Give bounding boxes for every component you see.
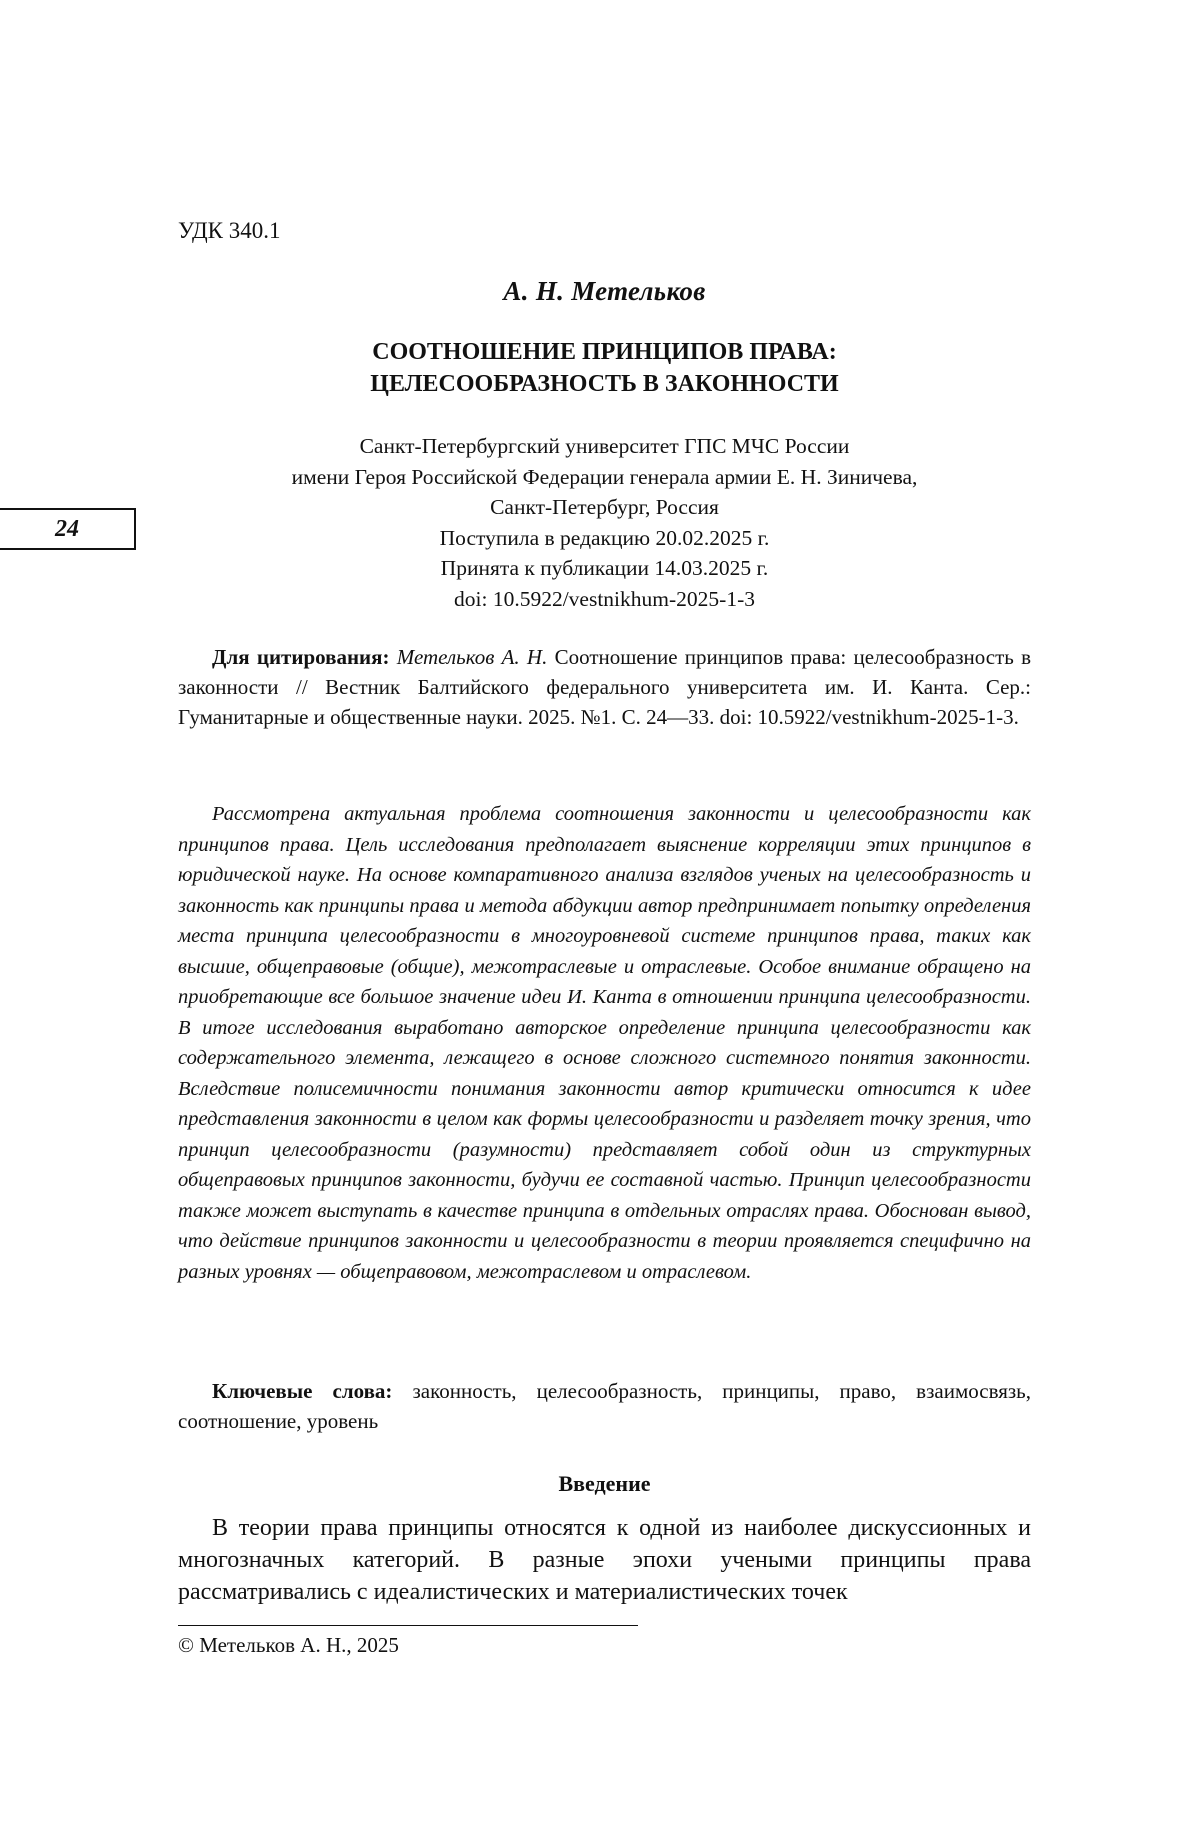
page-number-box xyxy=(0,508,136,550)
citation-author: Метельков А. Н. xyxy=(396,645,548,669)
affiliation-line-2: имени Героя Российской Федерации генерала армии Е. Н. Зиничева, xyxy=(291,464,918,489)
article-title-line-2: ЦЕЛЕСООБРАЗНОСТЬ В ЗАКОННОСТИ xyxy=(370,371,839,397)
affiliation-line-1: Санкт-Петербургский университет ГПС МЧС России xyxy=(359,434,850,458)
affiliation-line-3: Санкт-Петербург, Россия xyxy=(490,495,719,519)
article-doi: doi: 10.5922/vestnikhum-2025-1-3 xyxy=(454,586,755,611)
copyright-footnote: © Метельков А. Н., 2025 xyxy=(178,1633,399,1657)
keywords-text: законность, целесообразность, принципы, право, взаимосвязь, соотношение, уровень xyxy=(178,1379,1031,1433)
keywords-label: Ключевые слова: xyxy=(212,1379,393,1403)
udk-code: УДК 340.1 xyxy=(178,218,281,243)
keywords-paragraph xyxy=(178,1376,1031,1436)
article-title-line-1: СООТНОШЕНИЕ ПРИНЦИПОВ ПРАВА: xyxy=(372,339,837,365)
introduction-heading: Введение xyxy=(558,1471,651,1496)
citation-paragraph xyxy=(178,642,1031,732)
introduction-paragraph: В теории права принципы относятся к одной из наиболее дискуссионных и многозначных категорий. В разные эпохи учеными принципы права рассматривались с идеалистических и материалистических точек xyxy=(178,1515,1031,1605)
article-title xyxy=(178,336,1031,400)
abstract-paragraph: Рассмотрена актуальная проблема соотношения законности и целесообразности как принципов права. Цель исследования предполагает выяснение корреляции этих принципов в юридической науке. На основе компаративного анализа взглядов ученых на целесообразность и законность как принципы права и метода абдукции автор предпринимает попытку определения места принципа целесообразности в многоуровневой системе принципов права, таких как высшие, общеправовые (общие), межотраслевые и отраслевые. Особое внимание обращено на приобретающие все большое значение идеи И. Канта в отношении принципа целесообразности. В итоге исследования выработано авторское определение принципа целесообразности как содержательного элемента, лежащего в основе сложного системного понятия законности. Вследствие полисемичности понимания законности автор критически относится к идее представления законности в целом как формы целесообразности и разделяет точку зрения, что принцип целесообразности (разумности) представляет собой один из структурных общеправовых принципов законности, будучи ее составной частью. Принцип целесообразности также может выступать в качестве принципа в отдельных отраслях права. Обоснован вывод, что действие принципов законности и целесообразности в теории проявляется специфично на разных уровнях — общеправовом, межотраслевом и отраслевом. xyxy=(178,803,1031,1283)
citation-text: Соотношение принципов права: целесообразность в законности // Вестник Балтийского федерального университета им. И. Канта. Сер.: Гуманитарные и общественные науки. 2025. №1. С. 24—33. doi: 10.5922/vestnikhum-2025-1-3. xyxy=(178,645,1032,729)
accepted-date: Принята к публикации 14.03.2025 г. xyxy=(440,556,769,580)
page-number: 24 xyxy=(55,515,79,542)
received-date: Поступила в редакцию 20.02.2025 г. xyxy=(439,525,770,550)
affiliation-block xyxy=(178,431,1031,614)
footnote-divider xyxy=(178,1625,638,1626)
citation-label: Для цитирования: xyxy=(212,645,390,669)
article-author: А. Н. Метельков xyxy=(503,276,706,306)
